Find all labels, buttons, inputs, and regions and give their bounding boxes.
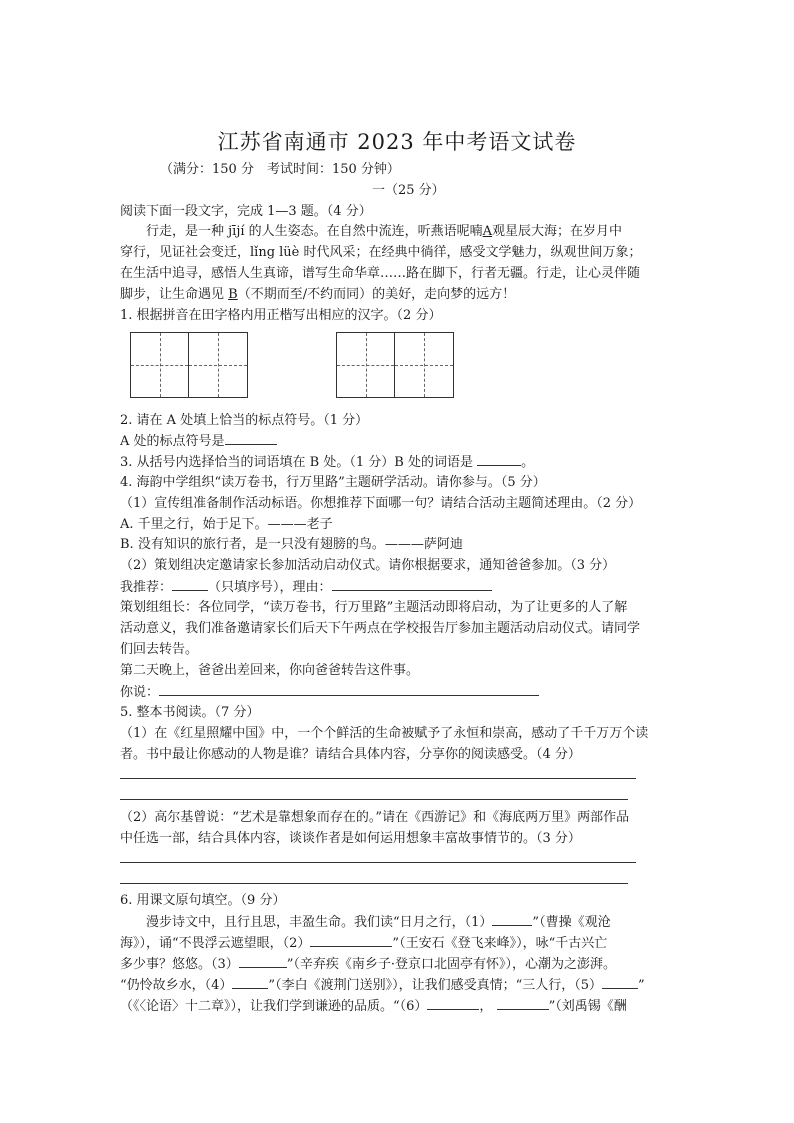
tianzige-cell[interactable] — [395, 333, 453, 397]
passage-intro: 阅读下面一段文字，完成 1—3 题。（4 分） — [120, 204, 372, 219]
marker-b: B — [228, 287, 238, 302]
fill-text: ”（辛弃疾《南乡子·登京口北固亭有怀》），心潮为之澎湃。 — [286, 957, 617, 972]
passage-text: 脚步，让生命遇见 — [120, 287, 229, 302]
recommend-line — [120, 577, 492, 598]
fill-text: ” — [638, 978, 645, 993]
fill-text: 多少事？悠悠。（3） — [120, 957, 239, 972]
fill-text: ”（李白《渡荆门送别》），让我们感受真情；“三人行，（5） — [268, 978, 602, 993]
passage-text: 观星辰大海；在岁月中 — [492, 224, 623, 239]
question-4-1: （1）宣传组准备制作活动标语。你想推荐下面哪一句？请结合活动主题简述理由。（2 分） — [120, 496, 642, 511]
fill-text: ”（刘禹锡《酬 — [548, 999, 627, 1014]
answer-prompt: A 处的标点符号是 — [120, 434, 225, 449]
fill-blank-5[interactable] — [602, 975, 638, 989]
answer-line[interactable] — [120, 862, 636, 863]
answer-blank[interactable] — [225, 431, 277, 445]
question-5-1a: （1）在《红星照耀中国》中，一个个鲜活的生命被赋予了永恒和崇高，感动了千千万万个读 — [120, 726, 649, 741]
recommend-hint: （只填序号），理由： — [208, 580, 332, 595]
question-1: 1. 根据拼音在田字格内用正楷写出相应的汉字。（2 分） — [120, 308, 442, 323]
tianzige-cell[interactable] — [337, 333, 395, 397]
passage-text: 行走，是一种 jījí 的人生姿态。在自然中流连，听燕语呢喃 — [146, 224, 483, 239]
marker-a: A — [482, 224, 493, 239]
fill-blank-2[interactable] — [310, 933, 392, 947]
fill-text: （《〈论语〉十二章》），让我们学到谦逊的品质。“（6） — [120, 999, 428, 1014]
scene-line: 第二天晚上，爸爸出差回来，你向爸爸转告这件事。 — [120, 663, 420, 678]
fill-line-2 — [120, 933, 607, 954]
exam-meta: （满分：150 分 考试时间：150 分钟） — [160, 162, 400, 177]
question-text: 。 — [521, 455, 535, 470]
answer-line[interactable] — [120, 778, 636, 779]
fill-blank-6b[interactable] — [497, 996, 549, 1010]
passage-line-4 — [120, 285, 515, 305]
fill-blank-1[interactable] — [492, 912, 532, 926]
answer-blank[interactable] — [477, 452, 521, 466]
fill-blank-6a[interactable] — [427, 996, 479, 1010]
question-4: 4. 海韵中学组织“读万卷书，行万里路”主题研学活动。请你参与。（5 分） — [120, 475, 546, 490]
section-heading: 一（25 分） — [372, 183, 445, 198]
answer-line[interactable] — [120, 883, 628, 884]
question-2-answer — [120, 431, 277, 452]
passage-line-2: 穿行，见证社会变迁，lǐng lüè 时代风采；在经典中徜徉，感受文学魅力，纵观世间万象； — [120, 245, 642, 260]
passage-line-1 — [146, 222, 622, 242]
option-b: B. 没有知识的旅行者，是一只没有翅膀的鸟。———萨阿迪 — [120, 537, 463, 552]
question-text: 3. 从括号内选择恰当的词语填在 B 处。（1 分）B 处的词语是 — [120, 455, 473, 470]
tianzige-cell[interactable] — [131, 333, 189, 397]
question-3 — [120, 452, 534, 473]
say-label: 你说： — [120, 685, 160, 700]
fill-line-3 — [120, 954, 616, 975]
notice-line-1: 策划组组长：各位同学，“读万卷书，行万里路”主题活动即将启动，为了让更多的人了解 — [120, 600, 628, 615]
say-blank[interactable] — [159, 682, 539, 696]
fill-text: 海》），诵“不畏浮云遮望眼，（2） — [120, 936, 311, 951]
passage-text: （不期而至/不约而同）的美好，走向梦的远方！ — [237, 287, 516, 302]
question-5-2a: （2）高尔基曾说：“艺术是靠想象而存在的。”请在《西游记》和《海底两万里》两部作品 — [120, 810, 630, 825]
question-5-1b: 者。书中最让你感动的人物是谁？请结合具体内容，分享你的阅读感受。（4 分） — [120, 747, 581, 762]
fill-text: ”（曹操《观沧 — [532, 915, 611, 930]
reason-blank[interactable] — [332, 577, 492, 591]
fill-line-5 — [120, 996, 627, 1017]
fill-blank-3[interactable] — [239, 954, 287, 968]
question-5: 5. 整本书阅读。（7 分） — [120, 705, 260, 720]
fill-text: ”（王安石《登飞来峰》），咏“千古兴亡 — [392, 936, 608, 951]
question-5-2b: 中任选一部，结合具体内容，谈谈作者是如何运用想象丰富故事情节的。（3 分） — [120, 831, 581, 846]
fill-line-1 — [146, 912, 611, 933]
answer-line[interactable] — [120, 799, 628, 800]
fill-line-4 — [120, 975, 645, 996]
recommend-label: 我推荐： — [120, 580, 173, 595]
say-line — [120, 682, 539, 703]
question-4-2: （2）策划组决定邀请家长参加活动启动仪式。请你根据要求，通知爸爸参加。（3 分） — [120, 558, 616, 573]
passage-line-3: 在生活中追寻，感悟人生真谛，谱写生命华章……路在脚下，行者无疆。行走，让心灵伴随 — [120, 266, 641, 281]
notice-line-3: 们回去转告。 — [120, 642, 199, 657]
fill-text: “仍怜故乡水，（4） — [120, 978, 233, 993]
tianzige-cell[interactable] — [189, 333, 247, 397]
fill-text: ， — [479, 999, 493, 1014]
notice-line-2: 活动意义，我们准备邀请家长们后天下午两点在学校报告厅参加主题活动启动仪式。请同学 — [120, 621, 641, 636]
fill-blank-4[interactable] — [232, 975, 268, 989]
question-6: 6. 用课文原句填空。（9 分） — [120, 893, 286, 908]
exam-title: 江苏省南通市 2023 年中考语文试卷 — [217, 130, 577, 154]
tianzige-group-1 — [130, 332, 248, 398]
recommend-blank[interactable] — [172, 577, 208, 591]
option-a: A. 千里之行，始于足下。———老子 — [120, 517, 333, 532]
question-2: 2. 请在 A 处填上恰当的标点符号。（1 分） — [120, 413, 369, 428]
fill-text: 漫步诗文中，且行且思，丰盈生命。我们读“日月之行，（1） — [146, 915, 493, 930]
tianzige-group-2 — [336, 332, 454, 398]
